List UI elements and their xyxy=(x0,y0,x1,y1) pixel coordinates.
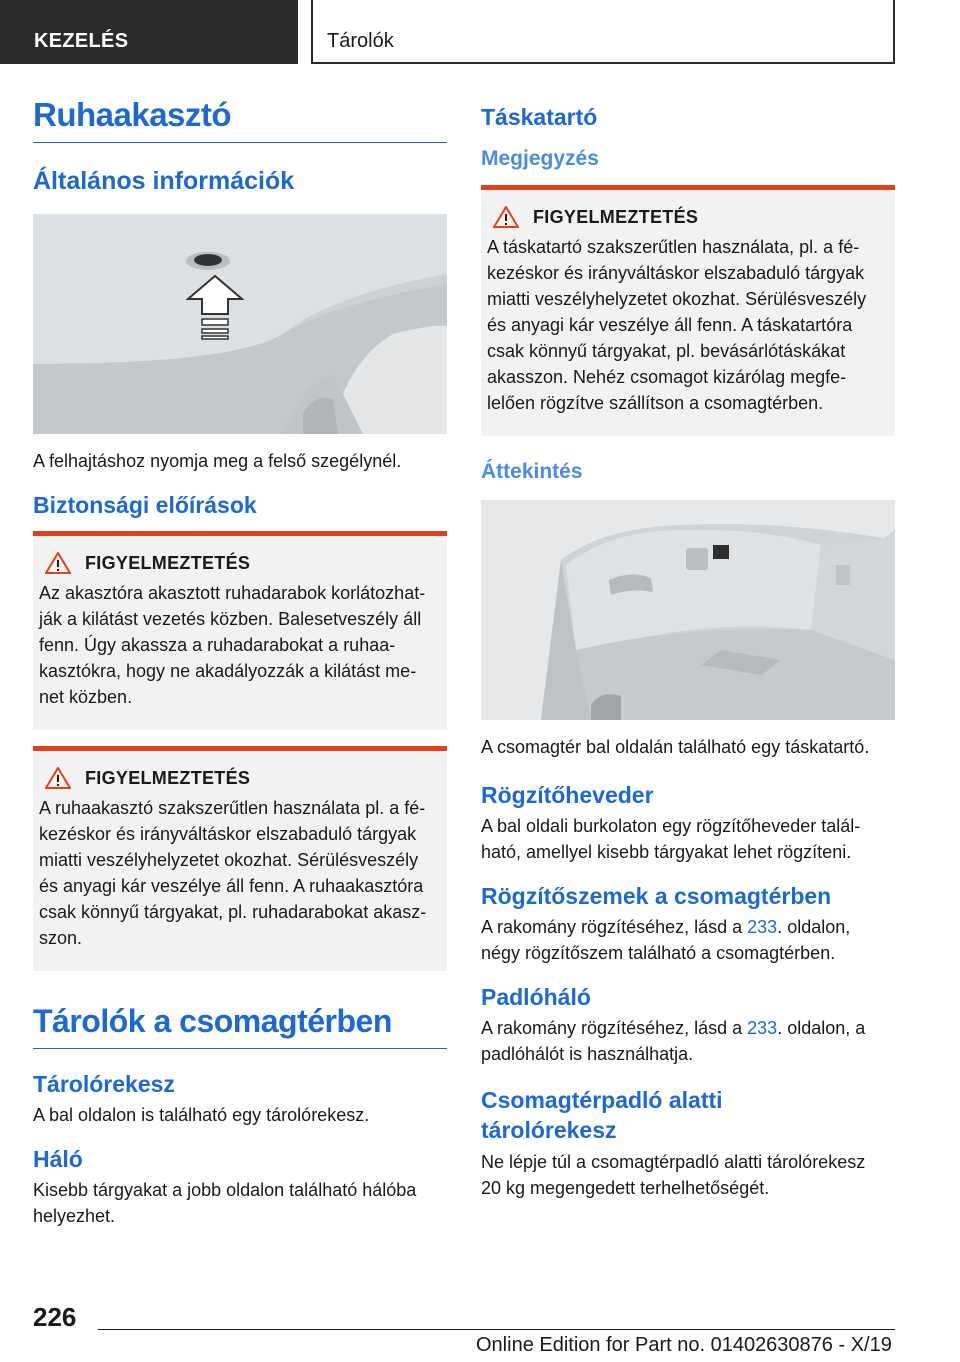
floor-text-post: . oldalon, a xyxy=(777,1018,866,1038)
page-title: Ruhaakasztó xyxy=(33,96,447,143)
warning-icon xyxy=(45,552,71,574)
trunk-storage-heading: Tárolók a csomagtérben xyxy=(33,1003,447,1049)
footer-divider xyxy=(98,1329,895,1330)
eyes-line: négy rögzítőszem található a csomagtérben. xyxy=(481,943,836,963)
coat-hook-image xyxy=(33,214,447,434)
eyes-text-pre: A rakomány rögzítéséhez, lásd a xyxy=(481,917,748,937)
section-title: KEZELÉS xyxy=(34,30,129,52)
warning-line: net közben. xyxy=(39,687,133,707)
coat-hook-illustration xyxy=(33,214,447,434)
overview-heading: Áttekintés xyxy=(481,460,583,483)
warning-text xyxy=(487,234,889,416)
warning-line: Az akasztóra akasztott ruhadarabok korlátozhat- xyxy=(39,583,426,603)
warning-line: lelően rögzítve szállítson a csomagtérben. xyxy=(487,393,824,413)
image2-caption: A csomagtér bal oldalán található egy táskatartó. xyxy=(481,737,870,757)
underfloor-heading-line: Csomagtérpadló alatti xyxy=(481,1087,723,1113)
net-line: helyezhet. xyxy=(33,1206,116,1226)
warning-line: csak könnyű tárgyakat, pl. ruhadarabokat akasz- xyxy=(39,902,427,922)
warning-box-3 xyxy=(481,185,895,436)
net-line: Kisebb tárgyakat a jobb oldalon található hálóba xyxy=(33,1180,417,1200)
floor-net-text xyxy=(481,1015,895,1067)
warning-line: ják a kilátást vezetés közben. Balesetveszély áll xyxy=(39,609,422,629)
underfloor-line: 20 kg megengedett terhelhetőségét. xyxy=(481,1178,770,1198)
compartment-text: A bal oldalon is található egy tárolórekesz. xyxy=(33,1105,370,1125)
underfloor-heading xyxy=(481,1085,895,1145)
warning-line: és anyagi kár veszélye áll fenn. A táskatartóra xyxy=(487,315,853,335)
floor-net-heading: Padlóháló xyxy=(481,984,591,1010)
general-heading: Általános információk xyxy=(33,167,295,195)
compartment-heading: Tárolórekesz xyxy=(33,1071,175,1097)
warning-line: miatti veszélyhelyzetet okozhat. Sérülésveszély xyxy=(487,289,867,309)
warning-line: fenn. Úgy akassza a ruhadarabokat a ruhaa- xyxy=(39,635,396,655)
eyes-line xyxy=(481,914,895,940)
warning-line: A ruhaakasztó szakszerűtlen használata pl. a fé- xyxy=(39,798,426,818)
right-column xyxy=(481,104,895,1201)
warning-text xyxy=(39,795,441,951)
floor-line: padlóhálót is használhatja. xyxy=(481,1044,694,1064)
trunk-image xyxy=(481,500,895,720)
underfloor-line: Ne lépje túl a csomagtérpadló alatti tárolórekesz xyxy=(481,1152,866,1172)
floor-page-link[interactable]: 233 xyxy=(747,1018,778,1038)
safety-heading: Biztonsági előírások xyxy=(33,492,257,518)
warning-line: és anyagi kár veszélye áll fenn. A ruhaakasztóra xyxy=(39,876,424,896)
note-heading: Megjegyzés xyxy=(481,147,599,170)
chapter-title: Tárolók xyxy=(327,30,394,52)
warning-line: csak könnyű tárgyakat, pl. bevásárlótáskákat xyxy=(487,341,846,361)
edition-text: Online Edition for Part no. 01402630876 - X/19 xyxy=(476,1334,892,1356)
warning-line: A táskatartó szakszerűtlen használata, pl. a fé- xyxy=(487,237,860,257)
section-tab xyxy=(0,0,298,64)
warning-line: miatti veszélyhelyzetet okozhat. Sérülésveszély xyxy=(39,850,419,870)
underfloor-text xyxy=(481,1149,895,1201)
left-column xyxy=(33,96,447,1229)
strap-text xyxy=(481,813,895,865)
eyes-text-post: . oldalon, xyxy=(777,917,851,937)
warning-icon xyxy=(45,767,71,789)
warning-line: kezéskor és irányváltáskor elszabaduló tárgyak xyxy=(487,263,865,283)
eyes-page-link[interactable]: 233 xyxy=(747,917,778,937)
warning-line: akasszon. Nehéz csomagot kizárólag megfe- xyxy=(487,367,847,387)
warning-title: FIGYELMEZTETÉS xyxy=(533,206,699,227)
strap-line: ható, amellyel kisebb tárgyakat lehet rögzíteni. xyxy=(481,842,852,862)
warning-line: kezéskor és irányváltáskor elszabaduló tárgyak xyxy=(39,824,417,844)
page-number: 226 xyxy=(33,1302,77,1332)
warning-title: FIGYELMEZTETÉS xyxy=(85,767,251,788)
trunk-illustration xyxy=(481,500,895,720)
floor-text-pre: A rakomány rögzítéséhez, lásd a xyxy=(481,1018,748,1038)
underfloor-heading-line: tárolórekesz xyxy=(481,1117,617,1143)
chapter-tab xyxy=(311,0,895,64)
strap-heading: Rögzítőheveder xyxy=(481,782,654,808)
net-heading: Háló xyxy=(33,1146,83,1172)
bag-holder-heading: Táskatartó xyxy=(481,104,598,130)
warning-box-1 xyxy=(33,531,447,730)
eyes-text xyxy=(481,914,895,966)
eyes-heading: Rögzítőszemek a csomagtérben xyxy=(481,883,832,909)
warning-box-2 xyxy=(33,746,447,971)
warning-title: FIGYELMEZTETÉS xyxy=(85,552,251,573)
warning-line: kasztókra, hogy ne akadályozzák a kilátást me- xyxy=(39,661,417,681)
net-text xyxy=(33,1177,447,1229)
floor-line xyxy=(481,1015,895,1041)
image1-caption: A felhajtáshoz nyomja meg a felső szegélynél. xyxy=(33,451,402,471)
warning-icon xyxy=(493,206,519,228)
warning-text xyxy=(39,580,441,710)
warning-line: szon. xyxy=(39,928,83,948)
strap-line: A bal oldali burkolaton egy rögzítőheveder talál- xyxy=(481,816,861,836)
